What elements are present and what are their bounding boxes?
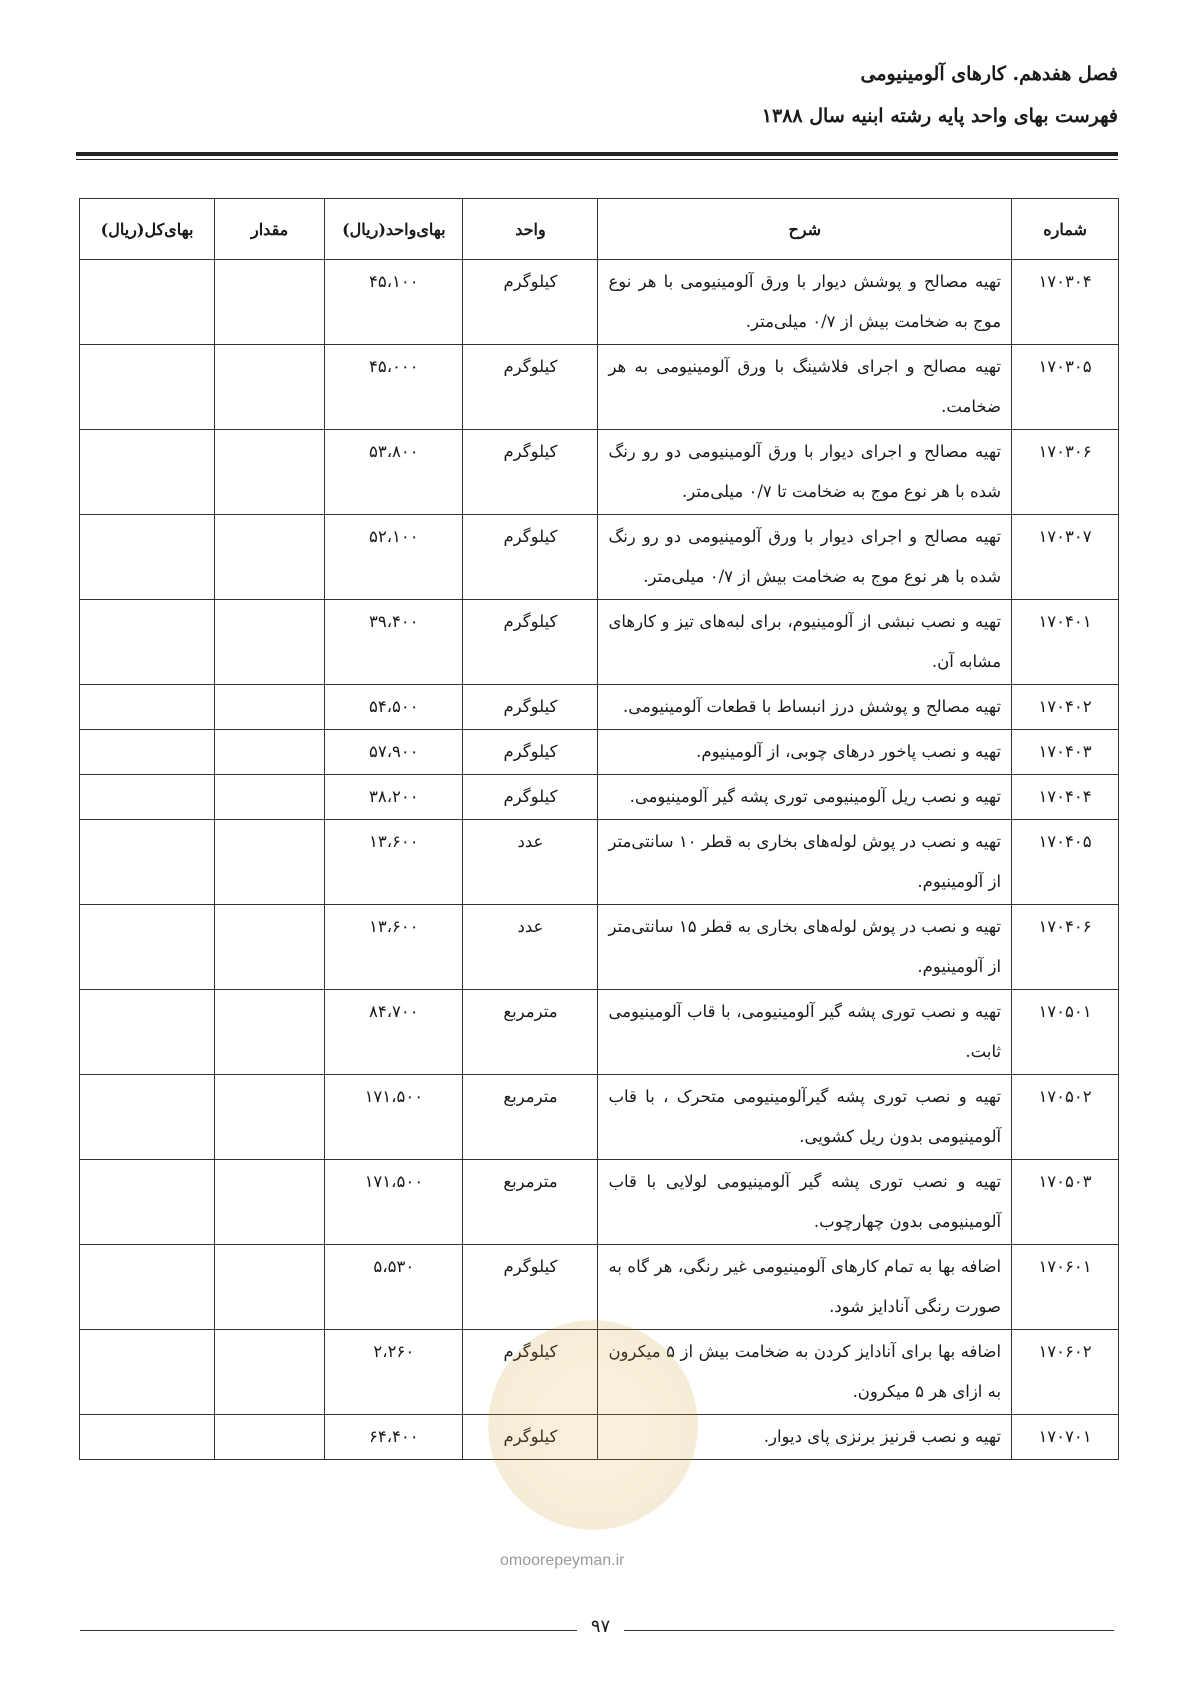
row-quantity [215, 730, 325, 775]
table-row [80, 1330, 1119, 1415]
row-description: تهیه و نصب قرنیز برنزی پای دیوار. [598, 1415, 1012, 1460]
row-total-price [80, 990, 215, 1075]
row-description: تهیه و نصب ریل آلومینیومی توری پشه گیر آلومینیومی. [598, 775, 1012, 820]
table-row [80, 1415, 1119, 1460]
row-description: تهیه مصالح و اجرای فلاشینگ با ورق آلومینیومی به هر ضخامت. [598, 345, 1012, 430]
row-unit: کیلوگرم [463, 430, 598, 515]
page-header [72, 56, 1118, 134]
row-unit: کیلوگرم [463, 775, 598, 820]
row-total-price [80, 1160, 215, 1245]
table-row [80, 260, 1119, 345]
row-code: ۱۷۰۶۰۲ [1012, 1330, 1119, 1415]
row-total-price [80, 1075, 215, 1160]
row-total-price [80, 685, 215, 730]
row-code: ۱۷۰۴۰۳ [1012, 730, 1119, 775]
row-unit: مترمربع [463, 1160, 598, 1245]
row-description: تهیه مصالح و اجرای دیوار با ورق آلومینیومی دو رو رنگ شده با هر نوع موج به ضخامت تا ۰/۷ میلی‌متر. [598, 430, 1012, 515]
table-body [80, 260, 1119, 1460]
row-quantity [215, 430, 325, 515]
row-unit: کیلوگرم [463, 1330, 598, 1415]
row-total-price [80, 600, 215, 685]
row-code: ۱۷۰۷۰۱ [1012, 1415, 1119, 1460]
column-header-code: شماره [1012, 199, 1119, 260]
table-row [80, 515, 1119, 600]
row-description: اضافه بها برای آنادایز کردن به ضخامت بیش از ۵ میکرون به ازای هر ۵ میکرون. [598, 1330, 1012, 1415]
row-code: ۱۷۰۵۰۱ [1012, 990, 1119, 1075]
row-quantity [215, 685, 325, 730]
row-quantity [215, 1415, 325, 1460]
column-header-total-price: بهای‌کل(ریال) [80, 199, 215, 260]
row-code: ۱۷۰۴۰۵ [1012, 820, 1119, 905]
row-unit: عدد [463, 820, 598, 905]
row-unit: عدد [463, 905, 598, 990]
row-quantity [215, 1330, 325, 1415]
column-header-unit: واحد [463, 199, 598, 260]
row-quantity [215, 1075, 325, 1160]
row-code: ۱۷۰۴۰۴ [1012, 775, 1119, 820]
row-description: تهیه و نصب نبشی از آلومینیوم، برای لبه‌های تیز و کارهای مشابه آن. [598, 600, 1012, 685]
row-description: تهیه و نصب در پوش لوله‌های بخاری به قطر ۱۰ سانتی‌متر از آلومینیوم. [598, 820, 1012, 905]
row-code: ۱۷۰۵۰۳ [1012, 1160, 1119, 1245]
table-row [80, 685, 1119, 730]
table-row [80, 1075, 1119, 1160]
table-row [80, 730, 1119, 775]
chapter-title: فصل هفدهم. کارهای آلومینیومی [860, 63, 1118, 85]
price-list-table [79, 198, 1119, 1460]
row-unit-price: ۱۳،۶۰۰ [325, 905, 463, 990]
row-quantity [215, 820, 325, 905]
row-description: اضافه بها به تمام کارهای آلومینیومی غیر رنگی، هر گاه به صورت رنگی آنادایز شود. [598, 1245, 1012, 1330]
row-code: ۱۷۰۳۰۶ [1012, 430, 1119, 515]
table-row [80, 775, 1119, 820]
row-code: ۱۷۰۴۰۶ [1012, 905, 1119, 990]
row-quantity [215, 775, 325, 820]
table-row [80, 1160, 1119, 1245]
table-row [80, 905, 1119, 990]
column-header-quantity: مقدار [215, 199, 325, 260]
row-unit-price: ۵۷،۹۰۰ [325, 730, 463, 775]
row-unit-price: ۳۸،۲۰۰ [325, 775, 463, 820]
row-unit: کیلوگرم [463, 1245, 598, 1330]
row-description: تهیه و نصب در پوش لوله‌های بخاری به قطر ۱۵ سانتی‌متر از آلومینیوم. [598, 905, 1012, 990]
table-row [80, 600, 1119, 685]
row-unit-price: ۵۲،۱۰۰ [325, 515, 463, 600]
row-quantity [215, 1245, 325, 1330]
row-quantity [215, 515, 325, 600]
row-total-price [80, 345, 215, 430]
row-unit-price: ۱۳،۶۰۰ [325, 820, 463, 905]
row-quantity [215, 905, 325, 990]
row-unit-price: ۱۷۱،۵۰۰ [325, 1075, 463, 1160]
row-quantity [215, 260, 325, 345]
row-total-price [80, 905, 215, 990]
row-unit-price: ۸۴،۷۰۰ [325, 990, 463, 1075]
row-code: ۱۷۰۶۰۱ [1012, 1245, 1119, 1330]
document-subtitle: فهرست بهای واحد پایه رشته ابنیه سال ۱۳۸۸ [761, 105, 1118, 127]
page-number: ۹۷ [590, 1616, 611, 1637]
watermark-site: omoorepeyman.ir [500, 1552, 625, 1569]
row-total-price [80, 1330, 215, 1415]
row-quantity [215, 600, 325, 685]
row-total-price [80, 730, 215, 775]
row-description: تهیه مصالح و پوشش دیوار با ورق آلومینیومی با هر نوع موج به ضخامت بیش از ۰/۷ میلی‌متر. [598, 260, 1012, 345]
row-unit: مترمربع [463, 1075, 598, 1160]
row-unit: مترمربع [463, 990, 598, 1075]
row-unit: کیلوگرم [463, 260, 598, 345]
row-quantity [215, 1160, 325, 1245]
row-description: تهیه و نصب پاخور درهای چوبی، از آلومینیوم. [598, 730, 1012, 775]
row-unit-price: ۵۳،۸۰۰ [325, 430, 463, 515]
row-total-price [80, 1245, 215, 1330]
table-header-row [80, 199, 1119, 260]
row-description: تهیه مصالح و اجرای دیوار با ورق آلومینیومی دو رو رنگ شده با هر نوع موج به ضخامت بیش از ۰/۷ میلی‌متر. [598, 515, 1012, 600]
column-header-description: شرح [598, 199, 1012, 260]
row-total-price [80, 260, 215, 345]
row-unit-price: ۱۷۱،۵۰۰ [325, 1160, 463, 1245]
row-unit-price: ۲،۲۶۰ [325, 1330, 463, 1415]
row-total-price [80, 820, 215, 905]
row-unit-price: ۴۵،۰۰۰ [325, 345, 463, 430]
row-total-price [80, 775, 215, 820]
table-row [80, 430, 1119, 515]
row-unit-price: ۴۵،۱۰۰ [325, 260, 463, 345]
table-row [80, 820, 1119, 905]
row-unit: کیلوگرم [463, 600, 598, 685]
header-rule-thin [76, 159, 1118, 160]
row-code: ۱۷۰۳۰۷ [1012, 515, 1119, 600]
row-unit: کیلوگرم [463, 730, 598, 775]
header-rule-thick [76, 152, 1118, 156]
row-unit-price: ۶۴،۴۰۰ [325, 1415, 463, 1460]
row-description: تهیه مصالح و پوشش درز انبساط با قطعات آلومینیومی. [598, 685, 1012, 730]
row-code: ۱۷۰۵۰۲ [1012, 1075, 1119, 1160]
footer-rule-left [80, 1630, 577, 1631]
row-code: ۱۷۰۴۰۲ [1012, 685, 1119, 730]
row-unit: کیلوگرم [463, 1415, 598, 1460]
row-code: ۱۷۰۴۰۱ [1012, 600, 1119, 685]
column-header-unit-price: بهای‌واحد(ریال) [325, 199, 463, 260]
row-total-price [80, 515, 215, 600]
row-code: ۱۷۰۳۰۵ [1012, 345, 1119, 430]
row-unit-price: ۳۹،۴۰۰ [325, 600, 463, 685]
row-description: تهیه و نصب توری پشه گیر آلومینیومی لولایی با قاب آلومینیومی بدون چهارچوب. [598, 1160, 1012, 1245]
table-row [80, 345, 1119, 430]
row-unit: کیلوگرم [463, 515, 598, 600]
footer-rule-right [624, 1630, 1114, 1631]
table-row [80, 1245, 1119, 1330]
row-unit: کیلوگرم [463, 685, 598, 730]
row-unit: کیلوگرم [463, 345, 598, 430]
row-unit-price: ۵۴،۵۰۰ [325, 685, 463, 730]
table-row [80, 990, 1119, 1075]
row-quantity [215, 345, 325, 430]
row-code: ۱۷۰۳۰۴ [1012, 260, 1119, 345]
row-description: تهیه و نصب توری پشه گیر آلومینیومی، با قاب آلومینیومی ثابت. [598, 990, 1012, 1075]
row-description: تهیه و نصب توری پشه گیرآلومینیومی متحرک ، با قاب آلومینیومی بدون ریل کشویی. [598, 1075, 1012, 1160]
row-total-price [80, 430, 215, 515]
row-unit-price: ۵،۵۳۰ [325, 1245, 463, 1330]
row-quantity [215, 990, 325, 1075]
row-total-price [80, 1415, 215, 1460]
